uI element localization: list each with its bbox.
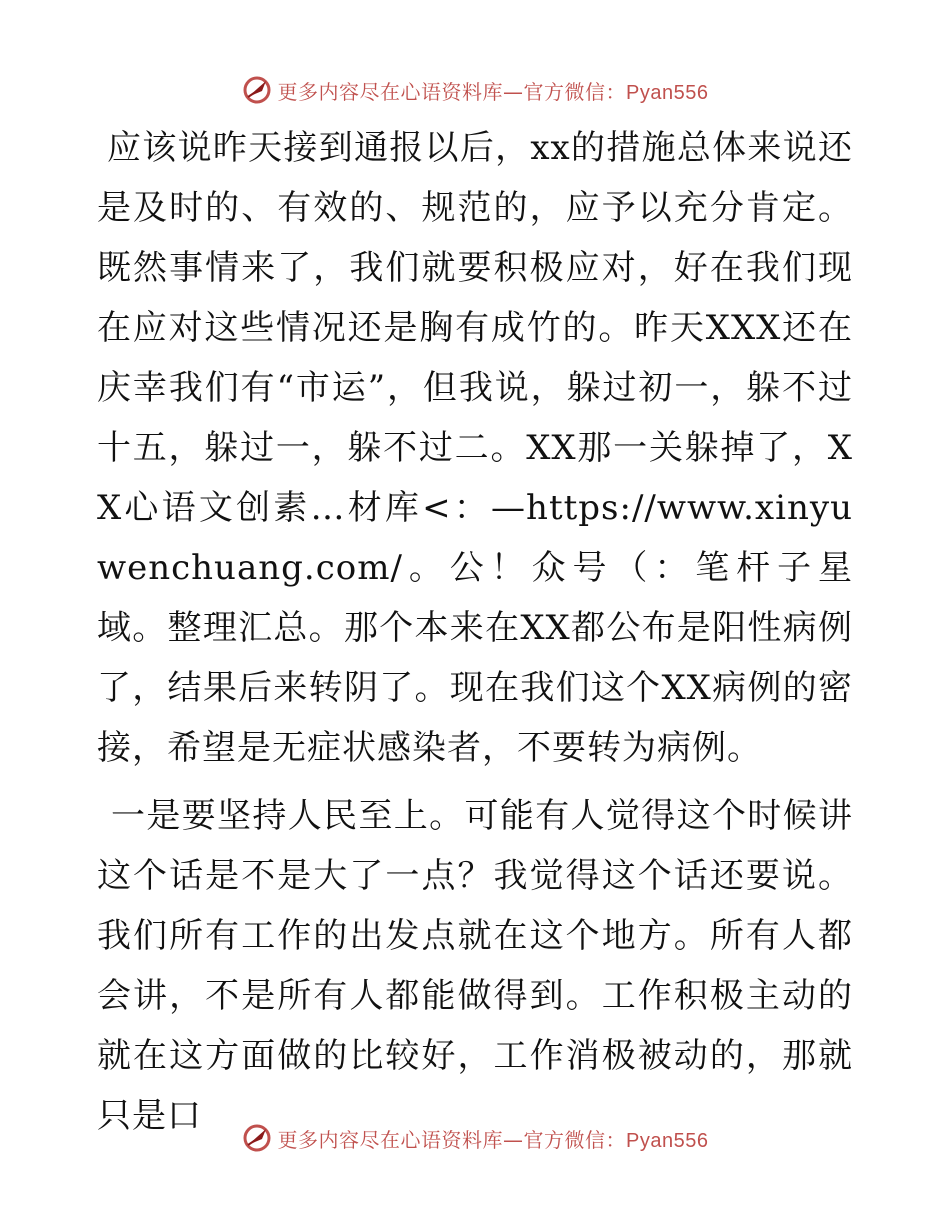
header-text: 更多内容尽在心语资料库—官方微信：Pyan556 [277,79,709,104]
header-banner [0,70,950,110]
footer-handle: Pyan556 [626,1129,709,1152]
paragraph-2: 一是要坚持人民至上。可能有人觉得这个时候讲这个话是不是大了一点？我觉得这个话还要说。我们所有工作的出发点就在这个地方。所有人都会讲，不是所有人都能做得到。工作积极主动的就在这方面做的比较好，工作消极被动的，那就只是口 [97,796,853,1136]
header-handle: Pyan556 [626,81,709,104]
quill-pen-icon [242,1123,272,1153]
footer-banner [0,1118,950,1158]
document-body [97,118,853,1146]
paragraph-1: 应该说昨天接到通报以后，xx的措施总体来说还是及时的、有效的、规范的，应予以充分肯定。既然事情来了，我们就要积极应对，好在我们现在应对这些情况还是胸有成竹的。昨天XXX还在庆幸我们有“市运”，但我说，躲过初一，躲不过十五，躲过一，躲不过二。XX那一关躲掉了，XX心语文创素…材库<：—https://www.xinyuwenchuang.com/。公！众号（：笔杆子星域。整理汇总。那个本来在XX都公布是阳性病例了，结果后来转阴了。现在我们这个XX病例的密接，希望是无症状感染者，不要转为病例。 [97,128,853,768]
quill-pen-icon [242,75,272,105]
footer-text: 更多内容尽在心语资料库—官方微信：Pyan556 [277,1127,709,1152]
